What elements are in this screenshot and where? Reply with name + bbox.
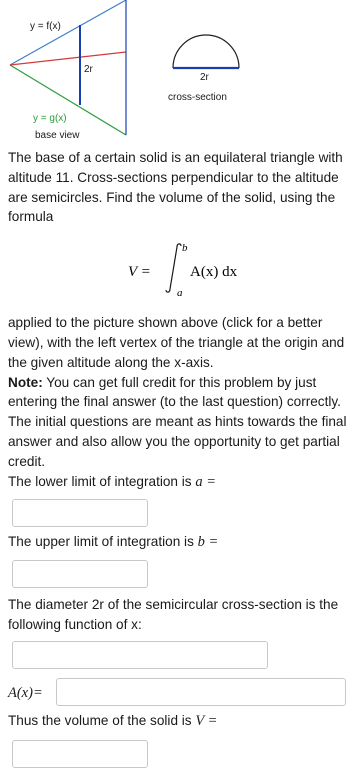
volume-prompt bbox=[8, 711, 354, 732]
area-row bbox=[8, 675, 354, 711]
volume-formula bbox=[126, 239, 256, 299]
upper-limit-row bbox=[8, 553, 354, 593]
lower-limit-input[interactable] bbox=[12, 499, 148, 527]
problem-figure[interactable] bbox=[0, 0, 262, 148]
lower-limit-prompt bbox=[8, 472, 354, 493]
volume-input[interactable] bbox=[12, 740, 148, 768]
upper-limit-prompt bbox=[8, 532, 354, 553]
lower-boundary-line bbox=[10, 65, 126, 135]
diameter-input[interactable] bbox=[12, 641, 268, 669]
semicircle-outline bbox=[173, 35, 239, 68]
note-text: You can get full credit for this problem by just entering the final answer (to the last question) correctly. The initial questions are meant as hints towards the final answer and also allow you the opportunity to get partial credit. bbox=[8, 374, 347, 469]
area-input[interactable] bbox=[56, 678, 346, 706]
note-label: Note: bbox=[8, 374, 43, 390]
integral-sign bbox=[166, 244, 181, 292]
diameter-prompt: The diameter 2r of the semicircular cross-section is the following function of x: bbox=[8, 597, 339, 632]
lower-limit-text: The lower limit of integration is bbox=[8, 473, 192, 489]
lower-limit-var: a = bbox=[195, 473, 217, 490]
diameter-row bbox=[8, 635, 354, 675]
label-2r-triangle: 2r bbox=[84, 64, 93, 75]
problem-applied: applied to the picture shown above (click for a better view), with the left vertex of the triangle at the origin and the given altitude along the x-axis. bbox=[8, 315, 345, 370]
label-fx: y = f(x) bbox=[30, 21, 61, 32]
problem-intro: The base of a certain solid is an equilateral triangle with altitude 11. Cross-sections perpendicular to the altitude are semicircles. Find the volume of the solid, using the formula bbox=[8, 150, 343, 225]
formula-row bbox=[8, 227, 354, 313]
lower-limit-row bbox=[8, 492, 354, 532]
area-label: A(x)= bbox=[8, 684, 43, 701]
formula-integrand: A(x) dx bbox=[190, 264, 238, 281]
label-base-view: base view bbox=[35, 130, 80, 141]
upper-limit-var: b = bbox=[197, 534, 219, 551]
problem-note bbox=[8, 373, 354, 472]
volume-row bbox=[8, 732, 354, 772]
formula-lower-limit: a bbox=[177, 287, 183, 300]
volume-text: Thus the volume of the solid is bbox=[8, 712, 192, 728]
formula-lhs: V = bbox=[128, 264, 151, 281]
upper-limit-text: The upper limit of integration is bbox=[8, 534, 194, 550]
volume-var: V = bbox=[195, 712, 218, 729]
upper-limit-input[interactable] bbox=[12, 560, 148, 588]
triangle-diagonal bbox=[10, 52, 126, 65]
formula-upper-limit: b bbox=[182, 242, 188, 255]
label-2r-semicircle: 2r bbox=[200, 72, 209, 83]
problem-text bbox=[8, 148, 354, 772]
label-cross-section: cross-section bbox=[168, 92, 227, 103]
label-gx: y = g(x) bbox=[33, 113, 67, 124]
upper-boundary-line bbox=[10, 0, 126, 65]
